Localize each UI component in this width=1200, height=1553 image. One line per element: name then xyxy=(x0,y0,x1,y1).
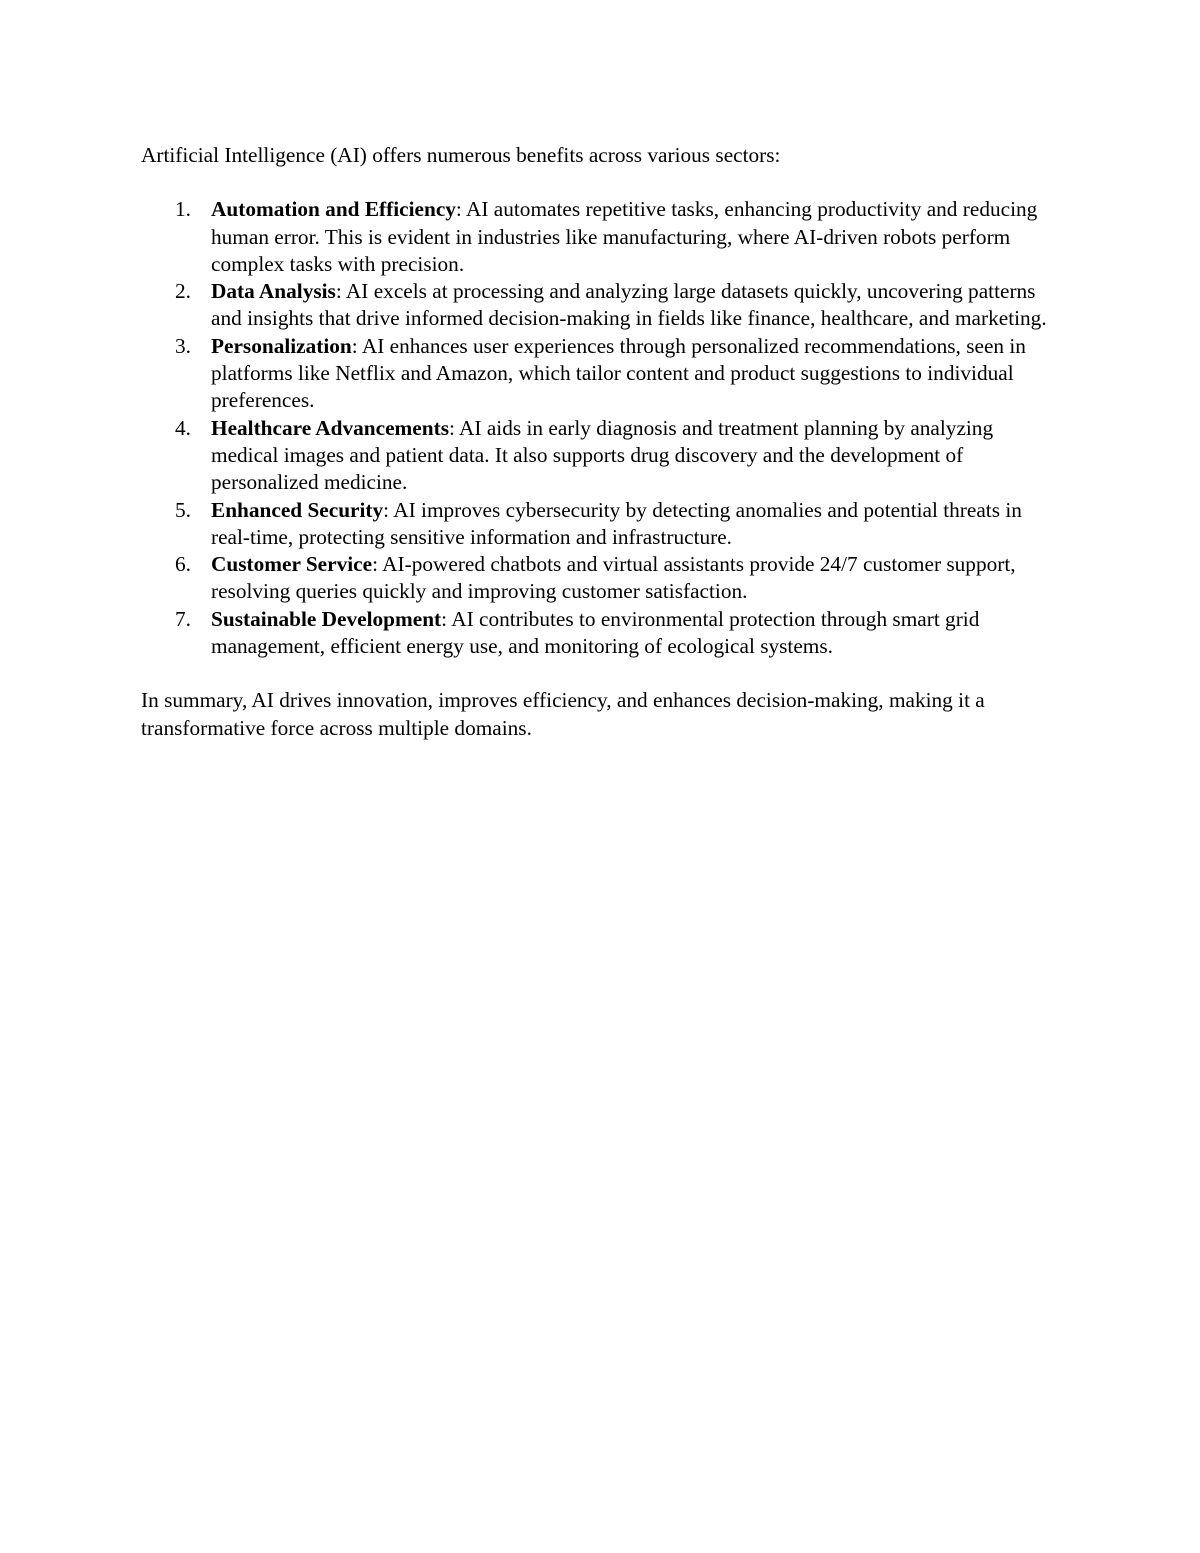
list-item xyxy=(175,278,1053,333)
list-item-term: Automation and Efficiency xyxy=(211,197,456,222)
list-item xyxy=(175,606,1053,661)
list-item-description: : AI contributes to environmental protection through smart grid management, efficient energy use, and monitoring of ecological systems. xyxy=(211,606,980,659)
list-item-description: : AI excels at processing and analyzing large datasets quickly, uncovering patterns and insights that drive informed decision-making in fields like finance, healthcare, and marketing. xyxy=(211,279,1047,331)
intro-paragraph: Artificial Intelligence (AI) offers numerous benefits across various sectors: xyxy=(141,143,781,167)
list-item-term: Data Analysis xyxy=(211,279,336,304)
list-item-description: : AI aids in early diagnosis and treatment planning by analyzing medical images and patient data. It also supports drug discovery and the development of personalized medicine. xyxy=(211,415,994,495)
list-item xyxy=(175,551,1053,606)
list-item-term: Enhanced Security xyxy=(211,497,384,522)
list-item-term: Sustainable Development xyxy=(211,606,442,631)
list-item-number: 1. xyxy=(175,197,191,222)
benefits-list xyxy=(141,196,1053,660)
summary-paragraph: In summary, AI drives innovation, improves efficiency, and enhances decision-making, making it a transformative force across multiple domains. xyxy=(141,688,985,740)
list-item xyxy=(175,497,1053,552)
list-item-number: 6. xyxy=(175,552,191,577)
list-item-description: : AI automates repetitive tasks, enhancing productivity and reducing human error. This is evident in industries like manufacturing, where AI-driven robots perform complex tasks with precision. xyxy=(211,197,1038,276)
list-item-term: Personalization xyxy=(211,333,352,358)
list-item-term: Healthcare Advancements xyxy=(211,415,449,440)
list-item-description: : AI improves cybersecurity by detecting anomalies and potential threats in real-time, protecting sensitive information and infrastructure. xyxy=(211,497,1022,549)
list-item-number: 4. xyxy=(175,415,191,440)
list-item-number: 7. xyxy=(175,606,191,631)
list-item-number: 2. xyxy=(175,279,191,304)
list-item-number: 5. xyxy=(175,497,191,522)
document-body xyxy=(141,142,1053,742)
list-item-term: Customer Service xyxy=(211,552,373,577)
list-item xyxy=(175,415,1053,497)
list-item-description: : AI enhances user experiences through personalized recommendations, seen in platforms like Netflix and Amazon, which tailor content and product suggestions to individual preferences. xyxy=(211,333,1026,413)
list-item xyxy=(175,196,1053,278)
list-item-description: : AI-powered chatbots and virtual assistants provide 24/7 customer support, resolving queries quickly and improving customer satisfaction. xyxy=(211,552,1016,604)
list-item-number: 3. xyxy=(175,333,191,358)
list-item xyxy=(175,333,1053,415)
